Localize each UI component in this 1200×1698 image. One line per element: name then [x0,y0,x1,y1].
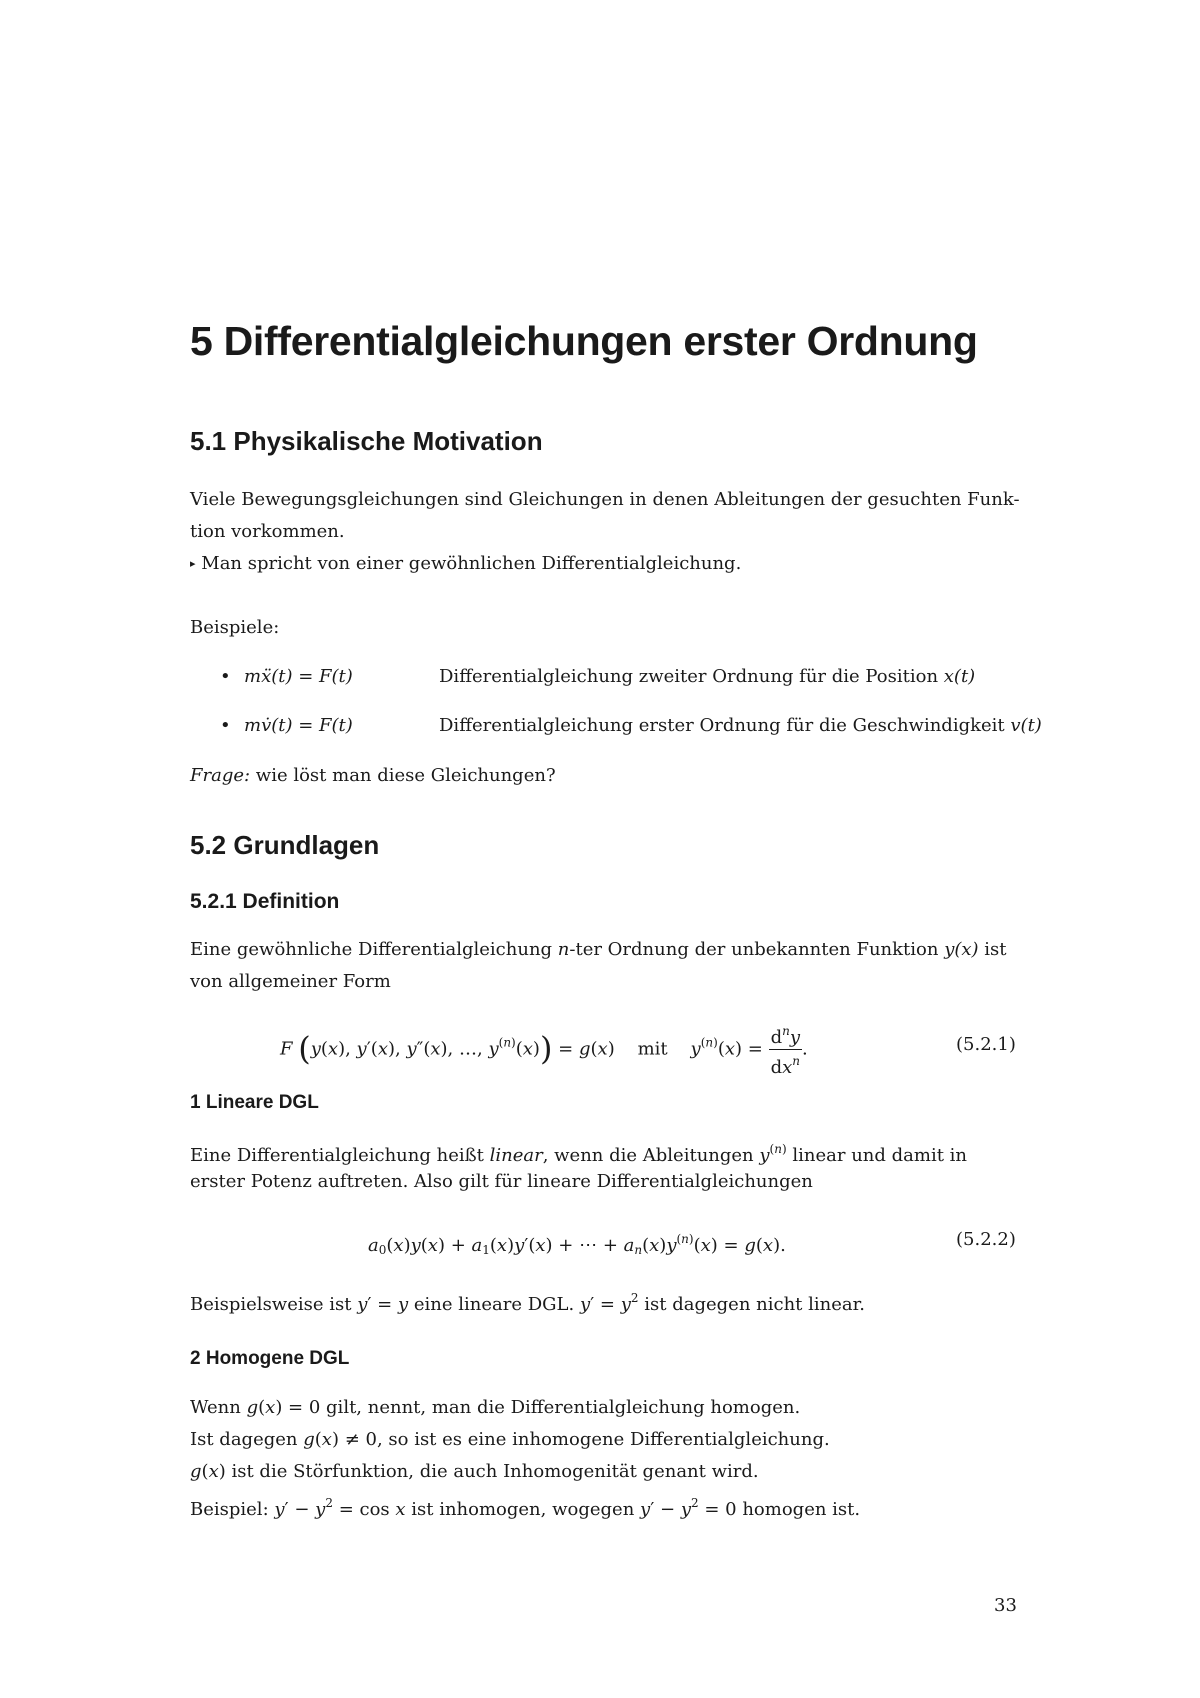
examples-label: Beispiele: [190,617,280,638]
equation-number: (5.2.2) [956,1229,1016,1250]
subsection-title-5-2-1: 5.2.1 Definition [190,890,340,913]
text-run: Wenn [190,1397,247,1418]
section-title-5-1: 5.1 Physikalische Motivation [190,426,543,456]
page-number: 33 [994,1595,1017,1616]
text-run: gilt, nennt, man die Differentialgleichung homogen. [320,1397,801,1418]
text-run: , so ist es eine inhomogene Differentialgleichung. [376,1429,830,1450]
text-run: ist [978,939,1007,960]
question-label: Frage: [190,765,251,786]
text-run: , wenn die Ableitungen [542,1145,760,1166]
text-run: eine lineare DGL. [408,1294,580,1315]
triangle-right-icon: ▸ [190,557,196,570]
section-title-5-2: 5.2 Grundlagen [190,830,380,860]
arrow-note [190,548,741,579]
text-run: Ist dagegen [190,1429,304,1450]
subheading-linear: 1 Lineare DGL [190,1092,319,1113]
subheading-homogen: 2 Homogene DGL [190,1348,350,1369]
homogen-line: Wenn g(x) = 0 gilt, nennt, man die Differentialgleichung homogen. [190,1397,801,1418]
homogen-line: Ist dagegen g(x) ≠ 0, so ist es eine inhomogene Differentialgleichung. [190,1429,830,1450]
text-run: Beispiel: [190,1499,275,1520]
emphasis: linear [489,1145,543,1166]
bullet-icon: • [220,715,231,736]
text-run: -ter Ordnung der unbekannten Funktion [569,939,945,960]
chapter-title: 5 Differentialgleichungen erster Ordnung [190,318,978,364]
text-run: homogen ist. [736,1499,861,1520]
linear-line: Eine Differentialgleichung heißt linear, wenn die Ableitungen $y^{(n)}$ linear und damit in [190,1142,968,1166]
example-equation: mẍ(t) = F(t) [244,666,353,687]
question-text: wie löst man diese Gleichungen? [250,765,556,786]
list-item [220,661,975,692]
math-variable: y(x) [944,939,979,960]
definition-line: von allgemeiner Form [190,971,391,992]
bullet-icon: • [220,666,231,687]
question-line [190,760,556,791]
example-description: Differentialgleichung erster Ordnung für die Geschwindigkeit [439,715,1011,736]
equation-5-2-1: F (y(x), y′(x), y″(x), …, $y^{(n)}(x)) = g(x)$ mit $y^{(n)}(x)$ = $\frac{d^ny}{dx^n}$ . [280,1020,808,1079]
text-run: linear und damit in [786,1145,968,1166]
homogen-line: g(x) ist die Störfunktion, die auch Inhomogenität genant wird. [190,1461,759,1482]
example-equation: mv̇(t) = F(t) [244,715,353,736]
text-run: Eine Differentialgleichung heißt [190,1145,490,1166]
fraction: $\frac{d^ny}{dx^n}$ [769,1020,802,1079]
text-run: Eine gewöhnliche Differentialgleichung [190,939,558,960]
math-variable: n [557,939,570,960]
paragraph-line: Viele Bewegungsgleichungen sind Gleichungen in denen Ableitungen der gesuchten Funk- [190,489,1020,510]
example-variable: v(t) [1010,715,1042,736]
example-variable: x(t) [943,666,976,687]
linear-example: Beispielsweise ist y′ = y eine lineare DGL. $y' = y^2$ ist dagegen nicht linear. [190,1291,865,1315]
linear-line: erster Potenz auftreten. Also gilt für lineare Differentialgleichungen [190,1171,813,1192]
text-run: Beispielsweise ist [190,1294,358,1315]
text-run: ist inhomogen, wogegen [405,1499,641,1520]
example-description: Differentialgleichung zweiter Ordnung für die Position [439,666,944,687]
paragraph-line: tion vorkommen. [190,521,345,542]
arrow-note-text: Man spricht von einer gewöhnlichen Differentialgleichung. [201,553,742,574]
text-run: ist dagegen nicht linear. [638,1294,865,1315]
text-run: ist die Störfunktion, die auch Inhomogenität genant wird. [225,1461,759,1482]
homogen-line: Beispiel: $y' - y^2 = \cos x$ ist inhomogen, wogegen $y' - y^2 = 0$ homogen ist. [190,1496,861,1520]
equation-number: (5.2.1) [956,1034,1016,1055]
definition-line [190,934,1007,965]
list-item [220,710,1042,741]
equation-5-2-2: $a_0(x)y(x) + a_1(x)y'(x)$ + ⋯ + $a_n(x)y^{(n)}(x) = g(x)$. [368,1232,786,1257]
